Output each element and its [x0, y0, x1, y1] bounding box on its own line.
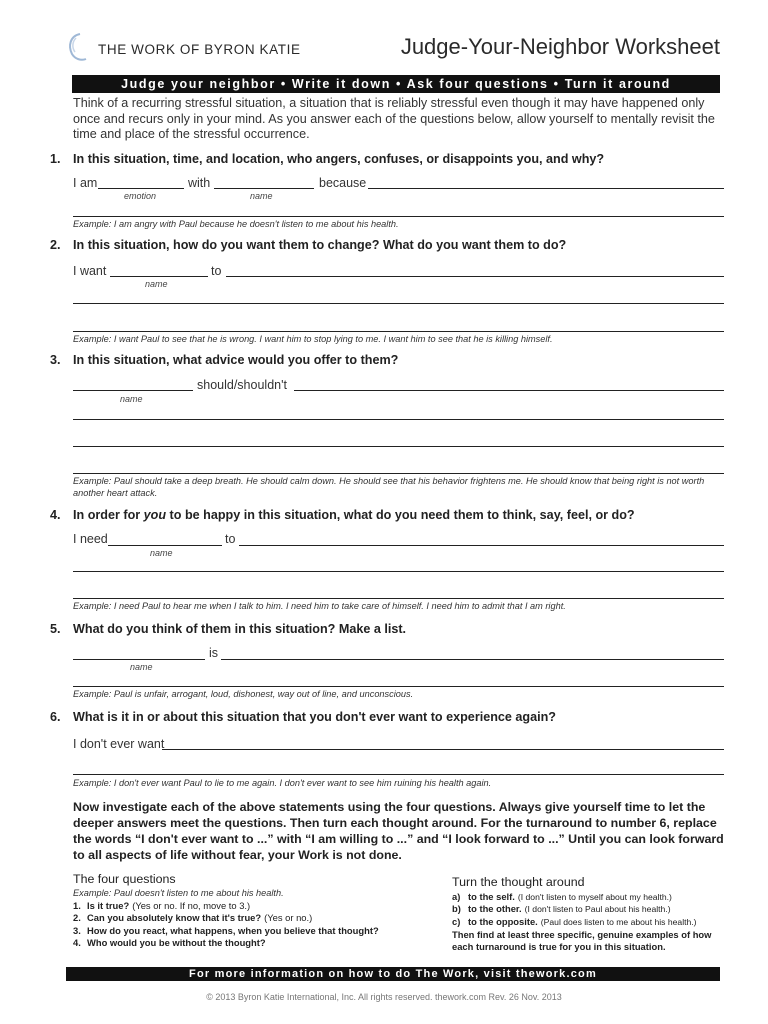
- answer-line[interactable]: [73, 419, 724, 420]
- list-item: 2. Can you absolutely know that it's true? (Yes or no.): [73, 912, 313, 924]
- emotion-sublabel: emotion: [124, 191, 157, 201]
- question-3: [50, 353, 730, 367]
- is-label: is: [209, 646, 219, 660]
- copyright: © 2013 Byron Katie International, Inc. All rights reserved. thework.com Rev. 26 Nov. 2013: [206, 992, 562, 1002]
- list-item: a) to the self. (I don't listen to myself about my health.): [452, 891, 672, 902]
- footer-banner: For more information on how to do The Work, visit thework.com: [66, 967, 720, 981]
- turnaround-heading: Turn the thought around: [452, 875, 585, 889]
- answer-line[interactable]: [294, 390, 724, 391]
- question-2: [50, 238, 730, 252]
- example-text: Example: I want Paul to see that he is wrong. I want him to stop lying to me. I want him to see that he is killing himself.: [73, 334, 553, 344]
- i-want-label: I want: [73, 264, 107, 278]
- example-text: Example: I am angry with Paul because he doesn't listen to me about his health.: [73, 219, 399, 229]
- because-label: because: [319, 176, 367, 190]
- answer-line[interactable]: [73, 216, 724, 217]
- answer-line[interactable]: [239, 545, 724, 546]
- question-text: In order for you to be happy in this situation, what do you need them to think, say, feel, or do?: [73, 508, 635, 522]
- steps-banner: Judge your neighbor • Write it down • Ask four questions • Turn it around: [72, 75, 720, 93]
- example-text: Example: I need Paul to hear me when I talk to him. I need him to take care of himself. I need him to admit that I am right.: [73, 601, 566, 611]
- list-item: 3. How do you react, what happens, when you believe that thought?: [73, 924, 379, 936]
- brand-name: THE WORK OF BYRON KATIE: [98, 42, 301, 57]
- example-text: Example: Paul should take a deep breath. He should calm down. He should see that his behavior frightens me. He should know that being right is not worth another heart attack.: [73, 476, 705, 498]
- name-sublabel: name: [130, 662, 153, 672]
- logo-swoosh-icon: [66, 32, 92, 62]
- answer-line[interactable]: [73, 446, 724, 447]
- name-sublabel: name: [250, 191, 273, 201]
- turnaround-section: [452, 875, 727, 953]
- investigate-instructions: Now investigate each of the above statements using the four questions. Always give yourself time to let the deeper answers meet the questions. Then turn each thought around. For the turnaround to number 6, replace the words “I don't ever want to ...” with “I am willing to ...” and “I look forward to ...” Until you can look forward to all aspects of life without fear, your Work is not done.: [73, 800, 724, 862]
- name-sublabel: name: [120, 394, 143, 404]
- should-label: should/shouldn't: [197, 378, 287, 392]
- dont-want-label: I don't ever want: [73, 737, 165, 751]
- page-title: Judge-Your-Neighbor Worksheet: [400, 34, 720, 59]
- emotion-field[interactable]: [98, 188, 184, 189]
- list-item: 1. Is it true? (Yes or no. If no, move to 3.): [73, 900, 251, 911]
- answer-line[interactable]: [221, 659, 724, 660]
- question-text: What do you think of them in this situation? Make a list.: [73, 622, 407, 636]
- answer-line[interactable]: [73, 473, 724, 474]
- question-6: [50, 710, 730, 724]
- answer-line[interactable]: [73, 686, 724, 687]
- answer-line[interactable]: [226, 276, 724, 277]
- answer-line[interactable]: [73, 331, 724, 332]
- question-text: What is it in or about this situation that you don't ever want to experience again?: [73, 710, 557, 724]
- answer-line[interactable]: [162, 749, 724, 750]
- name-field[interactable]: [73, 390, 193, 391]
- list-item: 4. Who would you be without the thought?: [73, 937, 266, 949]
- list-item: c) to the opposite. (Paul does listen to me about his health.): [452, 915, 697, 927]
- with-label: with: [188, 176, 211, 190]
- list-item: b) to the other. (I don't listen to Paul about his health.): [452, 903, 671, 915]
- name-field[interactable]: [214, 188, 314, 189]
- i-need-label: I need: [73, 532, 108, 546]
- question-number: 5.: [50, 622, 61, 636]
- answer-line[interactable]: [73, 598, 724, 599]
- question-number: 1.: [50, 152, 61, 166]
- answer-line[interactable]: [73, 571, 724, 572]
- question-number: 4.: [50, 508, 61, 522]
- four-questions-heading: The four questions: [73, 872, 176, 886]
- question-1: [50, 152, 730, 166]
- to-label: to: [225, 532, 236, 546]
- name-field[interactable]: [108, 545, 222, 546]
- turnaround-note: Then find at least three specific, genuine examples of how each turnaround is true for you in this situation.: [452, 929, 712, 953]
- example-text: Example: Paul is unfair, arrogant, loud, dishonest, way out of line, and unconscious.: [73, 689, 414, 699]
- question-number: 3.: [50, 353, 61, 367]
- intro-text: Think of a recurring stressful situation, a situation that is reliably stressful even though it may have happened only once and recurs only in your mind. As you answer each of the questions below, allow yourself to mentally revisit the time and place of the stressful occurrence.: [73, 96, 715, 141]
- name-sublabel: name: [145, 279, 168, 289]
- question-number: 6.: [50, 710, 61, 724]
- example-text: Example: I don't ever want Paul to lie to me again. I don't ever want to see him ruining his health again.: [73, 778, 492, 788]
- question-text: In this situation, time, and location, who angers, confuses, or disappoints you, and why?: [73, 152, 605, 166]
- i-am-label: I am: [73, 176, 98, 190]
- worksheet-header: [0, 0, 768, 72]
- answer-line[interactable]: [73, 774, 724, 775]
- question-5: [50, 622, 730, 636]
- question-4: [50, 508, 730, 522]
- name-field[interactable]: [73, 659, 205, 660]
- four-questions-example: Example: Paul doesn't listen to me about his health.: [73, 888, 284, 898]
- name-field[interactable]: [110, 276, 208, 277]
- name-sublabel: name: [150, 548, 173, 558]
- question-text: In this situation, what advice would you offer to them?: [73, 353, 399, 367]
- to-label: to: [211, 264, 222, 278]
- question-text: In this situation, how do you want them to change? What do you want them to do?: [73, 238, 567, 252]
- question-number: 2.: [50, 238, 61, 252]
- answer-line[interactable]: [73, 303, 724, 304]
- four-questions-section: [73, 872, 433, 950]
- reason-field[interactable]: [368, 188, 724, 189]
